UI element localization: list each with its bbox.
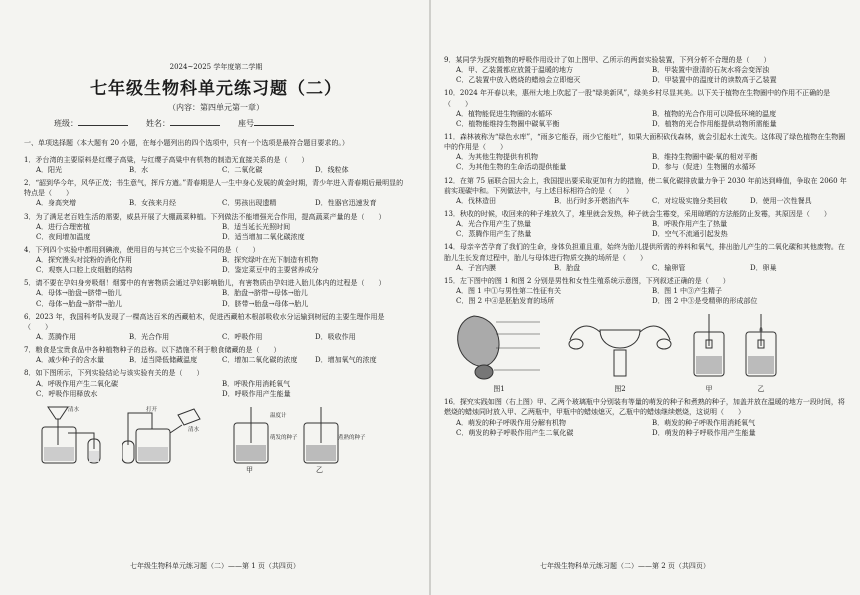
answer-options (24, 255, 408, 275)
question-stem: 8．如下图所示，下列实验结论与该实验有关的是（ ） (24, 369, 204, 378)
right-page (430, 0, 860, 595)
answer-options (24, 165, 408, 175)
name-field[interactable]: 姓名： (146, 118, 220, 129)
answer-option[interactable]: C．呼吸作用释放水 (36, 389, 98, 398)
answer-option[interactable]: D．鉴定菜豆中的主要营养成分 (222, 266, 319, 275)
answer-option[interactable]: A．探究馒头对淀粉的消化作用 (36, 256, 133, 265)
answer-option[interactable]: A．图 1 中①与男性第二性征有关 (456, 286, 561, 295)
answer-option[interactable]: B．胎盘 (554, 263, 581, 272)
question-stem: 11．森林被称为“绿色水库”，“雨多它能吞，雨少它能吐”，如果大面积砍伐森林，就会引起水土流失。这体现了绿色植物在生物圈中的作用是（ ） (444, 132, 846, 152)
answer-option[interactable]: A．母体→胎盘→脐带→胎儿 (36, 289, 122, 298)
answer-options (444, 196, 848, 206)
question-stem: 5．请不要在孕妇身旁吸烟！烟雾中的有害物质会通过孕妇影响胎儿，有害物质由孕妇进入胎儿体内的过程是（ ） (24, 279, 386, 288)
answer-option[interactable]: B．女孩来月经 (129, 199, 177, 208)
answer-options (444, 219, 848, 239)
answer-options (24, 355, 408, 365)
answer-option[interactable]: D．卵巢 (750, 263, 777, 272)
question-stem: 9．某同学为探究植物的呼吸作用设计了如上图甲、乙所示的两套实验装置，下列分析不合理的是（ ） (444, 56, 771, 64)
answer-options (24, 288, 408, 308)
page-footer-left: 七年级生物科单元练习题（二）——第 1 页（共四页） (130, 562, 300, 570)
female-reproductive-diagram: 图2 (560, 310, 680, 394)
exam-title: 七年级生物科单元练习题（二） (90, 79, 342, 99)
answer-option[interactable]: B．出行时多开燃油汽车 (554, 196, 630, 205)
answer-option[interactable]: A．甲、乙装置都应放置于温暖的地方 (456, 66, 574, 75)
answer-option[interactable]: B．维持生物圈中碳-氧的相对平衡 (652, 153, 758, 162)
q15-q16-figures (444, 310, 848, 394)
question-stem: 10．2024 年开春以来，惠州大地上吹起了一股“绿美新风”，绿美乡村尽显其美。以下关于植物在生物圈中的作用不正确的是（ ） (444, 89, 831, 108)
answer-option[interactable]: D．萌发的种子呼吸作用产生能量 (652, 428, 756, 437)
exam-subtitle: （内容：第四单元第一章） (168, 103, 264, 112)
q8-figures (24, 405, 408, 474)
answer-option[interactable]: A．呼吸作用产生二氧化碳 (36, 379, 119, 388)
answer-option[interactable]: A．萌发的种子呼吸作用分解有机物 (456, 418, 567, 427)
answer-option[interactable]: B．适当延长光照时间 (222, 222, 291, 231)
answer-options (444, 286, 848, 306)
answer-option[interactable]: D．使用一次性餐具 (750, 196, 812, 205)
question-stem: 15．左下图中的图 1 和图 2 分别是男性和女性生殖系统示意图，下列叙述正确的是（ ） (444, 276, 730, 285)
answer-option[interactable]: C．呼吸作用 (222, 333, 263, 342)
answer-option[interactable]: A．伐林造田 (456, 196, 497, 205)
answer-option[interactable]: A．植物能促进生物圈的水循环 (456, 109, 553, 118)
answer-option[interactable]: C．图 2 中④是胚胎发育的场所 (456, 297, 555, 306)
answer-options (444, 418, 848, 438)
answer-option[interactable]: C．男孩出现遗精 (222, 199, 277, 208)
answer-option[interactable]: C．蒸腾作用产生了热量 (456, 230, 532, 239)
question-stem: 16．探究实践如图（右上图）甲、乙两个玻璃瓶中分别装有等量的萌发的种子和煮熟的种子，加盖并放在温暖的地方一段时间，将燃烧的蜡烛同时放入甲、乙两瓶中，甲瓶中的蜡烛熄灭，乙瓶中的蜡烛继续燃烧，这说明（ ） (444, 398, 845, 417)
answer-option[interactable]: B．光合作用 (129, 333, 170, 342)
answer-options (444, 65, 848, 85)
answer-option[interactable]: C．二氧化碳 (222, 165, 263, 174)
answer-options (24, 332, 408, 342)
answer-option[interactable]: C．增加二氧化碳的浓度 (222, 356, 298, 365)
seat-field[interactable]: 座号 (238, 118, 294, 129)
answer-option[interactable]: B．植物的光合作用可以降低环境的温度 (652, 109, 777, 118)
answer-option[interactable]: D．适当增加二氧化碳浓度 (222, 232, 305, 241)
answer-option[interactable]: C．母体→胎盘→脐带→胎儿 (36, 299, 122, 308)
answer-option[interactable]: B．适当降低储藏温度 (129, 356, 198, 365)
answer-option[interactable]: C．乙装置中放入燃烧的蜡烛会立即熄灭 (456, 76, 581, 85)
answer-option[interactable]: D．脐带→胎盘→母体→胎儿 (222, 299, 309, 308)
answer-option[interactable]: B．探究绿叶在光下制造有机物 (222, 256, 319, 265)
answer-option[interactable]: D．图 2 中③是受精卵的形成部位 (652, 297, 758, 306)
funnel-apparatus: 清水 (24, 405, 112, 467)
answer-option[interactable]: C．植物能维持生物圈中碳氧平衡 (456, 119, 560, 128)
question-list-right-2 (444, 397, 848, 438)
answer-option[interactable]: A．光合作用产生了热量 (456, 220, 532, 229)
answer-option[interactable]: D．吸收作用 (315, 333, 356, 342)
question-stem: 1．矛台湾的主要原料是红缨子高粱，与红缨子高粱中有机物的制造无直接关系的是（ ） (24, 155, 309, 164)
answer-option[interactable]: A．阳光 (36, 165, 63, 174)
answer-option[interactable]: B．甲装置中澄清的石灰水将会变浑浊 (652, 66, 770, 75)
candle-jar-b: 乙 (738, 310, 784, 394)
question-list-left (24, 155, 408, 399)
answer-options (444, 152, 848, 172)
question-stem: 3．为了满足老百姓生活的需要，威县开展了大棚蔬菜种植。下列做法不能增强光合作用，提高蔬菜产量的是（ ） (24, 212, 386, 221)
answer-option[interactable]: D．性器官迅速发育 (315, 199, 377, 208)
answer-option[interactable]: C．对垃圾实施分类回收 (652, 196, 728, 205)
answer-options (24, 379, 408, 399)
answer-option[interactable]: D．呼吸作用产生能量 (222, 389, 291, 398)
answer-option[interactable]: C．夜间增加温度 (36, 232, 91, 241)
class-field[interactable]: 班级： (54, 118, 128, 129)
answer-option[interactable]: B．图 1 中③产生精子 (652, 286, 723, 295)
question-stem: 14．母亲辛苦孕育了我们的生命，身体负担重且重，始终为胎儿提供所需的养料和氧气，排出胎儿产生的二氧化碳和其他废物。在胎儿生长发育过程中，胎儿与母体进行物质交换的场所是（ ） (444, 243, 845, 262)
answer-option[interactable]: B．萌发的种子呼吸作用消耗氧气 (652, 418, 756, 427)
page-footer-right: 七年级生物科单元练习题（二）——第 2 页（共四页） (540, 562, 710, 570)
question-stem: 2．“韶到华今年，风华正茂；书生意气，挥斥方遒。”青春期是人一生中身心发展的黄金时期，青少年进入青春期后最明显的特点是（ ） (24, 179, 404, 198)
answer-option[interactable]: D．线粒体 (315, 165, 349, 174)
answer-option[interactable]: D．甲装置中的温度计的读数高于乙装置 (652, 76, 777, 85)
answer-option[interactable]: D．植物的光合作用能提供动物所需能量 (652, 119, 777, 128)
answer-options (24, 198, 408, 208)
school-year: 2024~2025 学年度第二学期 (169, 63, 263, 71)
tap-apparatus: 打开 清水 (122, 405, 210, 467)
question-stem: 12．在第 75 届联合国大会上，我国提出要采取更加有力的措施，使二氧化碳排放量力争于 2030 年前达到峰值，争取在 2060 年前实现碳中和。下列做法中，与上述目标相符合的是（ ） (444, 176, 847, 195)
answer-option[interactable]: A．身高突增 (36, 199, 77, 208)
question-stem: 4．下列四个实验中都用到碘液，使用目的与其它三个实验不同的是（ ） (24, 245, 260, 254)
answer-options (24, 222, 408, 242)
question-stem: 13．秋收的时候，收回来的种子堆放久了，堆里就会发热，种子就会生霉变，采用晾晒的方法能防止发霉，其原因是（ ） (444, 209, 831, 218)
question-stem: 7．粮食是宝贵食品中各种植物种子的总称。以下措施不利于粮食储藏的是（ ） (24, 346, 281, 355)
answer-option[interactable]: A．蒸腾作用 (36, 333, 77, 342)
question-list-right (444, 55, 848, 306)
answer-option[interactable]: D．参与（促进）生物圈的水循环 (652, 163, 756, 172)
section-heading: 一、单项选择题（本大题有 20 小题，在每小题列出的四个选项中，只有一个选项是最符合题目要求的。） (24, 139, 349, 147)
answer-option[interactable]: B．胎盘→脐带→母体→胎儿 (222, 289, 308, 298)
student-info (24, 118, 408, 129)
answer-option[interactable]: A．进行合理密植 (36, 222, 91, 231)
answer-option[interactable]: B．呼吸作用消耗氧气 (222, 379, 291, 388)
answer-option[interactable]: C．输卵管 (652, 263, 686, 272)
answer-option[interactable]: B．水 (129, 165, 149, 174)
answer-options (444, 109, 848, 129)
question-stem: 6．2023 年，我国科考队发现了一棵高达百米的西藏柏木，促进西藏柏木根部吸收水分运输到树冠的主要生理作用是（ ） (24, 312, 385, 331)
answer-option[interactable]: C．为其他生物的生命活动提供能量 (456, 163, 567, 172)
answer-options (444, 263, 848, 273)
candle-jar-a: 甲 (686, 310, 732, 394)
answer-option[interactable]: B．呼吸作用产生了热量 (652, 220, 728, 229)
seed-jars-apparatus: 温度计 萌发的种子 煮熟的种子 甲 乙 (220, 405, 360, 467)
answer-option[interactable]: A．子宫内膜 (456, 263, 497, 272)
answer-option[interactable]: A．减少种子的含水量 (36, 356, 105, 365)
answer-option[interactable]: C．观察人口腔上皮细胞的结构 (36, 266, 133, 275)
answer-option[interactable]: A．为其他生物提供有机物 (456, 153, 539, 162)
male-reproductive-diagram: 图1 (444, 310, 554, 394)
answer-option[interactable]: C．萌发的种子呼吸作用产生二氧化碳 (456, 428, 574, 437)
answer-option[interactable]: D．空气不流通引起发热 (652, 230, 728, 239)
answer-option[interactable]: D．增加氧气的浓度 (315, 356, 377, 365)
